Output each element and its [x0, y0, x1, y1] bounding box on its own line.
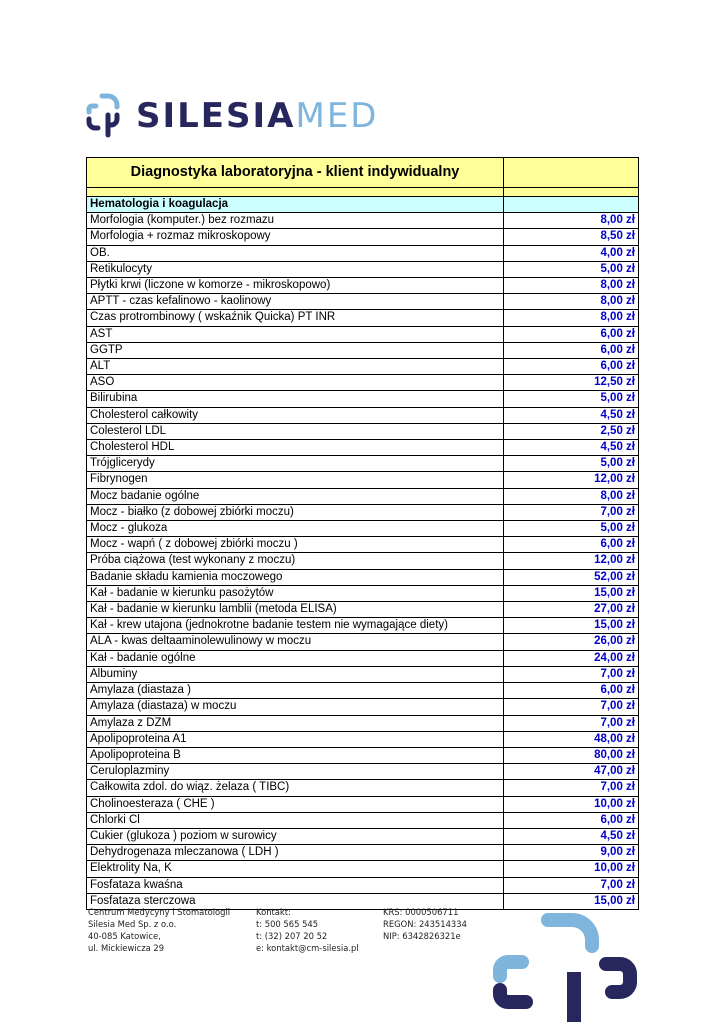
test-name: Mocz - białko (z dobowej zbiórki moczu): [87, 504, 504, 520]
test-name: Mocz - wapń ( z dobowej zbiórki moczu ): [87, 537, 504, 553]
decorative-logo-mark-icon: [488, 906, 638, 1024]
footer-line: Silesia Med Sp. z o.o.: [88, 919, 177, 929]
price-table: [86, 157, 639, 910]
table-row: [87, 440, 639, 456]
test-name: Mocz - glukoza: [87, 521, 504, 537]
test-name: Kał - krew utajona (jednokrotne badanie testem nie wymagające diety): [87, 618, 504, 634]
table-title-row: [87, 158, 639, 188]
table-spacer-row: [87, 188, 639, 197]
test-name: ASO: [87, 375, 504, 391]
table-row: [87, 812, 639, 828]
test-name: Fibrynogen: [87, 472, 504, 488]
footer-line: KRS: 0000506711: [383, 907, 459, 917]
test-name: Czas protrombinowy ( wskaźnik Quicka) PT INR: [87, 310, 504, 326]
test-price: 7,00 zł: [504, 699, 639, 715]
table-row: [87, 618, 639, 634]
table-row: [87, 294, 639, 310]
table-row: [87, 602, 639, 618]
table-row: [87, 261, 639, 277]
test-price: 10,00 zł: [504, 861, 639, 877]
test-price: 5,00 zł: [504, 391, 639, 407]
table-row: [87, 423, 639, 439]
table-row: [87, 472, 639, 488]
test-name: Mocz badanie ogólne: [87, 488, 504, 504]
table-row: [87, 650, 639, 666]
test-price: 80,00 zł: [504, 747, 639, 763]
test-price: 8,00 zł: [504, 488, 639, 504]
test-price: 4,00 zł: [504, 245, 639, 261]
table-row: [87, 861, 639, 877]
test-name: Cholinoesteraza ( CHE ): [87, 796, 504, 812]
test-price: 24,00 zł: [504, 650, 639, 666]
test-name: AST: [87, 326, 504, 342]
footer-line: ul. Mickiewicza 29: [88, 943, 165, 953]
table-row: [87, 391, 639, 407]
test-name: Morfologia (komputer.) bez rozmazu: [87, 213, 504, 229]
section-title: Hematologia i koagulacja: [87, 197, 504, 213]
table-row: [87, 747, 639, 763]
table-row: [87, 715, 639, 731]
test-name: Amylaza (diastaza ): [87, 683, 504, 699]
test-price: 9,00 zł: [504, 845, 639, 861]
test-price: 4,50 zł: [504, 407, 639, 423]
table-row: [87, 326, 639, 342]
test-price: 8,00 zł: [504, 294, 639, 310]
test-name: Retikulocyty: [87, 261, 504, 277]
table-row: [87, 553, 639, 569]
test-price: 6,00 zł: [504, 537, 639, 553]
table-row: [87, 845, 639, 861]
test-name: Płytki krwi (liczone w komorze - mikroskopowo): [87, 278, 504, 294]
test-price: 5,00 zł: [504, 521, 639, 537]
test-name: Dehydrogenaza mleczanowa ( LDH ): [87, 845, 504, 861]
table-row: [87, 521, 639, 537]
table-row: [87, 229, 639, 245]
test-price: 8,00 zł: [504, 213, 639, 229]
test-price: 8,00 zł: [504, 278, 639, 294]
test-price: 4,50 zł: [504, 440, 639, 456]
test-name: Albuminy: [87, 666, 504, 682]
table-row: [87, 569, 639, 585]
test-name: Morfologia + rozmaz mikroskopowy: [87, 229, 504, 245]
table-row: [87, 213, 639, 229]
table-row: [87, 342, 639, 358]
test-name: Amylaza (diastaza) w moczu: [87, 699, 504, 715]
table-row: [87, 456, 639, 472]
test-name: Apolipoproteina A1: [87, 731, 504, 747]
test-price: 10,00 zł: [504, 796, 639, 812]
test-price: 7,00 zł: [504, 666, 639, 682]
test-name: Colesterol LDL: [87, 423, 504, 439]
test-name: Kał - badanie w kierunku lamblii (metoda ELISA): [87, 602, 504, 618]
table-row: [87, 731, 639, 747]
table-row: [87, 585, 639, 601]
footer-registry: [383, 906, 467, 942]
test-price: 12,00 zł: [504, 553, 639, 569]
table-row: [87, 310, 639, 326]
footer-line: NIP: 6342826321e: [383, 931, 461, 941]
test-price: 5,00 zł: [504, 261, 639, 277]
table-row: [87, 699, 639, 715]
test-price: 7,00 zł: [504, 504, 639, 520]
test-name: Chlorki Cl: [87, 812, 504, 828]
table-row: [87, 359, 639, 375]
test-price: 15,00 zł: [504, 585, 639, 601]
test-price: 6,00 zł: [504, 683, 639, 699]
test-price: 7,00 zł: [504, 715, 639, 731]
silesiamed-logo: [86, 93, 378, 138]
section-empty-cell: [504, 197, 639, 213]
test-price: 12,00 zł: [504, 472, 639, 488]
test-price: 48,00 zł: [504, 731, 639, 747]
test-price: 7,00 zł: [504, 877, 639, 893]
test-name: Apolipoproteina B: [87, 747, 504, 763]
test-price: 5,00 zł: [504, 456, 639, 472]
test-price: 27,00 zł: [504, 602, 639, 618]
test-price: 12,50 zł: [504, 375, 639, 391]
logo-mark-icon: [86, 93, 126, 138]
table-row: [87, 780, 639, 796]
table-row: [87, 666, 639, 682]
test-price: 52,00 zł: [504, 569, 639, 585]
table-row: [87, 407, 639, 423]
table-row: [87, 764, 639, 780]
test-price: 6,00 zł: [504, 359, 639, 375]
test-price: 47,00 zł: [504, 764, 639, 780]
test-name: Cholesterol HDL: [87, 440, 504, 456]
test-name: Cukier (glukoza ) poziom w surowicy: [87, 828, 504, 844]
test-price: 4,50 zł: [504, 828, 639, 844]
table-row: [87, 796, 639, 812]
test-price: 26,00 zł: [504, 634, 639, 650]
footer-contact: [256, 906, 359, 954]
logo-part-silesia: SILESIA: [136, 95, 296, 136]
test-name: Trójglicerydy: [87, 456, 504, 472]
table-row: [87, 488, 639, 504]
test-name: Całkowita zdol. do wiąz. żelaza ( TIBC): [87, 780, 504, 796]
footer-line: Centrum Medycyny i Stomatologii: [88, 907, 231, 917]
test-name: Elektrolity Na, K: [87, 861, 504, 877]
test-name: ALT: [87, 359, 504, 375]
table-title: Diagnostyka laboratoryjna - klient indywidualny: [87, 158, 504, 188]
table-row: [87, 634, 639, 650]
test-name: Ceruloplazminy: [87, 764, 504, 780]
footer-line: e: kontakt@cm-silesia.pl: [256, 943, 359, 953]
footer-company: [88, 906, 230, 954]
test-name: Fosfataza kwaśna: [87, 877, 504, 893]
test-price: 7,00 zł: [504, 780, 639, 796]
table-title-empty-cell: [504, 158, 639, 188]
table-row: [87, 504, 639, 520]
footer-line: Kontakt:: [256, 907, 291, 917]
test-name: Bilirubina: [87, 391, 504, 407]
test-price: 6,00 zł: [504, 812, 639, 828]
test-name: OB.: [87, 245, 504, 261]
test-name: GGTP: [87, 342, 504, 358]
test-name: Próba ciążowa (test wykonany z moczu): [87, 553, 504, 569]
footer-line: t: (32) 207 20 52: [256, 931, 328, 941]
test-name: APTT - czas kefalinowo - kaolinowy: [87, 294, 504, 310]
test-name: Badanie składu kamienia moczowego: [87, 569, 504, 585]
footer-line: 40-085 Katowice,: [88, 931, 161, 941]
test-name: Amylaza z DZM: [87, 715, 504, 731]
footer-line: REGON: 243514334: [383, 919, 467, 929]
test-price: 8,00 zł: [504, 310, 639, 326]
logo-wordmark: [136, 96, 378, 136]
test-price: 8,50 zł: [504, 229, 639, 245]
table-row: [87, 828, 639, 844]
test-name: ALA - kwas deltaaminolewulinowy w moczu: [87, 634, 504, 650]
test-price: 6,00 zł: [504, 342, 639, 358]
table-row: [87, 375, 639, 391]
table-row: [87, 683, 639, 699]
test-name: Cholesterol całkowity: [87, 407, 504, 423]
test-name: Kał - badanie ogólne: [87, 650, 504, 666]
test-price: 6,00 zł: [504, 326, 639, 342]
table-row: [87, 877, 639, 893]
table-row: [87, 245, 639, 261]
test-price: 2,50 zł: [504, 423, 639, 439]
test-price: 15,00 zł: [504, 618, 639, 634]
table-row: [87, 537, 639, 553]
table-row: [87, 278, 639, 294]
test-price: 15,00 zł: [504, 893, 639, 909]
logo-part-med: MED: [295, 95, 379, 136]
test-name: Kał - badanie w kierunku pasożytów: [87, 585, 504, 601]
section-header-row: [87, 197, 639, 213]
footer-line: t: 500 565 545: [256, 919, 319, 929]
test-name: Fosfataza sterczowa: [87, 893, 504, 909]
